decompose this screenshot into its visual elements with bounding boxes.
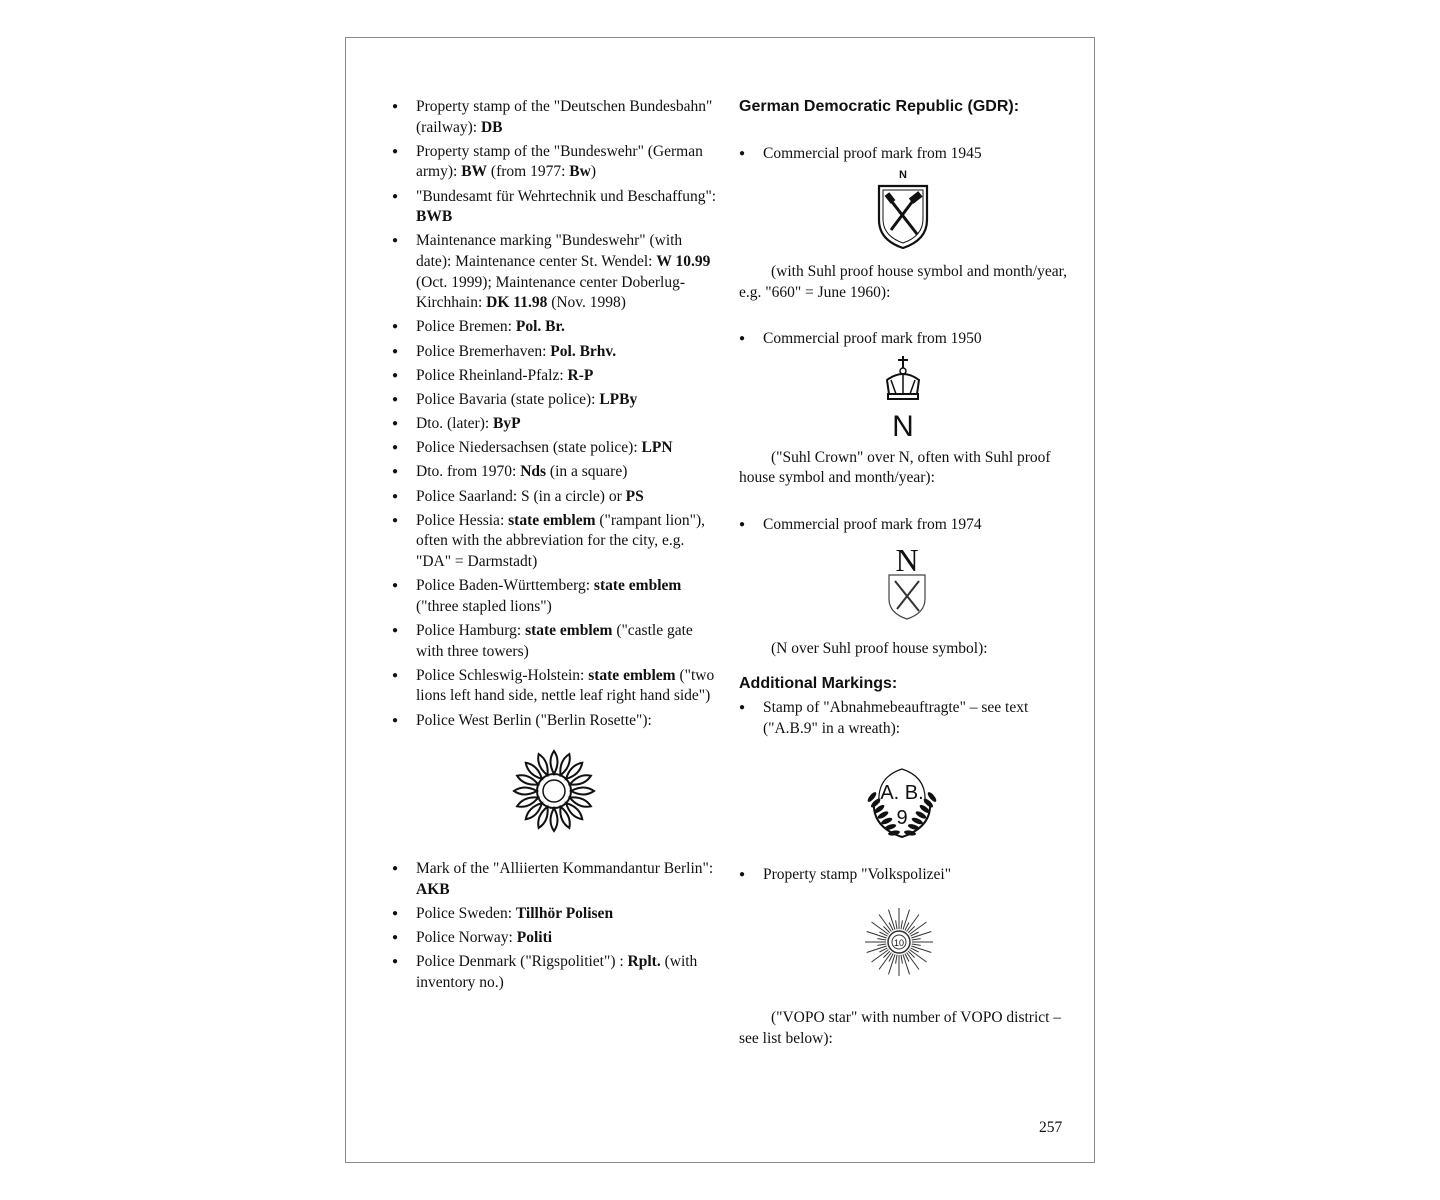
mark-letter: N <box>895 541 919 578</box>
additional-heading: Additional Markings: <box>739 674 898 692</box>
list-item: ● Police Bavaria (state police): LPBy <box>392 390 717 411</box>
caption-1974: (N over Suhl proof house symbol): <box>771 639 988 657</box>
mark-letter: 10 <box>893 937 905 948</box>
left-bullet-list-2 <box>392 859 717 993</box>
list-item: ● Police Denmark ("Rigspolitiet") : Rplt. (with inventory no.) <box>392 952 717 993</box>
list-item: ● Police Bremerhaven: Pol. Brhv. <box>392 342 717 363</box>
list-item: ● Police Saarland: S (in a circle) or PS <box>392 487 717 508</box>
list-item: ● Commercial proof mark from 1950 <box>739 329 1069 350</box>
list-item: ● Property stamp of the "Deutschen Bundesbahn" (railway): DB <box>392 97 717 138</box>
list-item: ● Police Niedersachsen (state police): LPN <box>392 438 717 459</box>
right-column <box>739 97 1069 1049</box>
left-column <box>392 97 717 997</box>
mark-letter: N <box>892 409 914 440</box>
list-item: ● Commercial proof mark from 1945 <box>739 144 1069 165</box>
bullet-abnahme <box>739 698 1069 739</box>
bullet-vopo <box>739 865 1069 886</box>
left-bullet-list <box>392 97 717 731</box>
bullet-1974 <box>739 515 1069 536</box>
list-item: ● Mark of the "Alliierten Kommandantur Berlin": AKB <box>392 859 717 900</box>
list-item: ● Property stamp "Volkspolizei" <box>739 865 1069 886</box>
gdr-heading: German Democratic Republic (GDR): <box>739 98 1020 115</box>
mark-letter: 9 <box>896 807 908 830</box>
list-item: ● Maintenance marking "Bundeswehr" (with date): Maintenance center St. Wendel: W 10.99 (Oct. 1999); Maintenance center Doberlug-Kirchhain: DK 11.98 (Nov. 1998) <box>392 231 717 313</box>
page-number: 257 <box>1039 1119 1063 1136</box>
list-item: ● Dto. from 1970: Nds (in a square) <box>392 462 717 483</box>
list-item: ● Dto. (later): ByP <box>392 414 717 435</box>
list-item: ● Police Hessia: state emblem ("rampant lion"), often with the abbreviation for the city, e.g. "DA" = Darmstadt) <box>392 511 717 573</box>
document-page <box>345 37 1095 1163</box>
list-item: ● Police Baden-Württemberg: state emblem ("three stapled lions") <box>392 576 717 617</box>
proof-mark-1945-shield <box>739 168 1069 250</box>
caption-1950: ("Suhl Crown" over N, often with Suhl proof house symbol and month/year): <box>739 448 1051 487</box>
list-item: ● Property stamp of the "Bundeswehr" (German army): BW (from 1977: Bw) <box>392 142 717 183</box>
caption-1945: (with Suhl proof house symbol and month/year, e.g. "660" = June 1960): <box>739 263 1067 301</box>
suhl-crown-mark <box>739 354 1069 440</box>
list-item: ● Commercial proof mark from 1974 <box>739 515 1069 536</box>
list-item: ● Police Rheinland-Pfalz: R-P <box>392 366 717 387</box>
mark-letter: A. B. <box>880 782 924 805</box>
list-item: ● "Bundesamt für Wehrtechnik und Beschaffung": BWB <box>392 187 717 228</box>
list-item: ● Police Schleswig-Holstein: state emblem ("two lions left hand side, nettle leaf right hand side") <box>392 666 717 707</box>
list-item: ● Police Norway: Politi <box>392 928 717 949</box>
proof-mark-1974 <box>739 539 1069 621</box>
bullet-1945 <box>739 144 1069 165</box>
list-item: ● Police Bremen: Pol. Br. <box>392 317 717 338</box>
bullet-1950 <box>739 329 1069 350</box>
ab9-wreath-mark <box>739 757 1069 847</box>
vopo-star-mark <box>739 902 1069 982</box>
list-item: ● Police Sweden: Tillhör Polisen <box>392 904 717 925</box>
caption-vopo: ("VOPO star" with number of VOPO district – see list below): <box>739 1008 1062 1047</box>
mark-letter: N <box>899 169 907 182</box>
list-item: ● Stamp of "Abnahmebeauftragte" – see text ("A.B.9" in a wreath): <box>739 698 1069 739</box>
berlin-rosette-mark <box>392 737 717 845</box>
list-item: ● Police West Berlin ("Berlin Rosette"): <box>392 711 717 732</box>
list-item: ● Police Hamburg: state emblem ("castle gate with three towers) <box>392 621 717 662</box>
